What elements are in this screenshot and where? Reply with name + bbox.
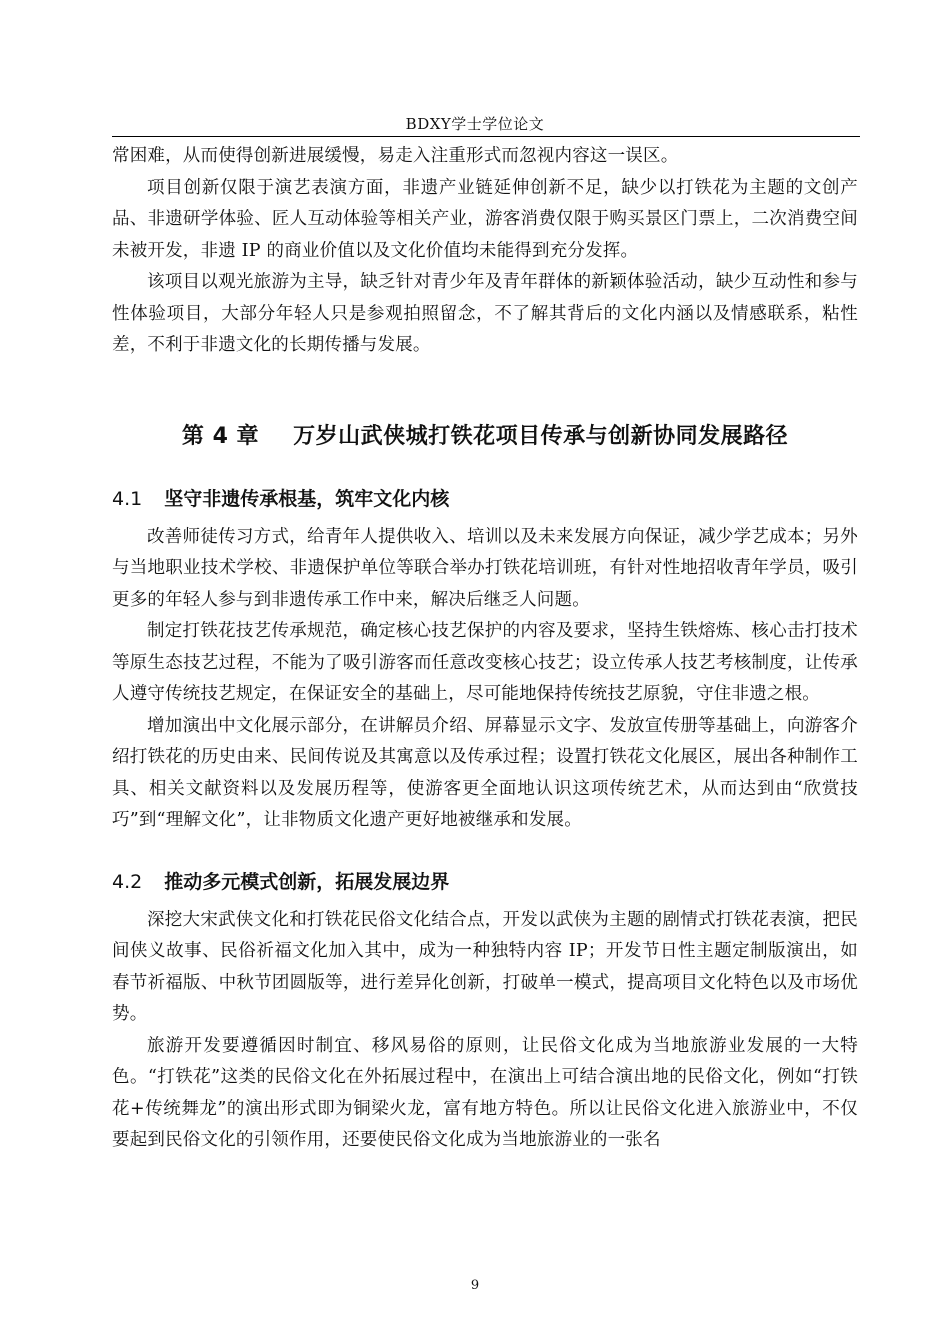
page-body (112, 141, 858, 1157)
paragraph-continued: 常困难，从而使得创新进展缓慢，易走入注重形式而忽视内容这一误区。 (112, 146, 679, 166)
chapter-title: 万岁山武侠城打铁花项目传承与创新协同发展路径 (293, 423, 789, 449)
chapter-number: 第 4 章 (181, 423, 260, 449)
paragraph: 制定打铁花技艺传承规范，确定核心技艺保护的内容及要求，坚持生铁熔炼、核心击打技术等原生态技艺过程，不能为了吸引游客而任意改变核心技艺；设立传承人技艺考核制度，让传承人遵守传统技艺规定，在保证安全的基础上，尽可能地保持传统技艺原貌，守住非遗之根。 (112, 621, 858, 704)
paragraph: 该项目以观光旅游为主导，缺乏针对青少年及青年群体的新颖体验活动，缺少互动性和参与性体验项目，大部分年轻人只是参观拍照留念，不了解其背后的文化内涵以及情感联系，粘性差，不利于非遗文化的长期传播与发展。 (112, 272, 858, 355)
paragraph: 旅游开发要遵循因时制宜、移风易俗的原则，让民俗文化成为当地旅游业发展的一大特色。“打铁花”这类的民俗文化在外拓展过程中，在演出上可结合演出地的民俗文化，例如“打铁花+传统舞龙”的演出形式即为铜梁火龙，富有地方特色。所以让民俗文化进入旅游业中，不仅要起到民俗文化的引领作用，还要使民俗文化成为当地旅游业的一张名 (112, 1035, 858, 1150)
paragraph: 深挖大宋武侠文化和打铁花民俗文化结合点，开发以武侠为主题的剧情式打铁花表演，把民间侠义故事、民俗祈福文化加入其中，成为一种独特内容 IP；开发节日性主题定制版演出，如春节祈福版、中秋节团圆版等，进行差异化创新，打破单一模式，提高项目文化特色以及市场优势。 (112, 909, 858, 1024)
page-number: 9 (470, 1278, 480, 1293)
section-number: 4.2 (112, 870, 143, 893)
chapter-heading (112, 420, 858, 454)
section-number: 4.1 (112, 487, 143, 510)
section-heading-4-1 (112, 484, 858, 514)
paragraph: 增加演出中文化展示部分，在讲解员介绍、屏幕显示文字、发放宣传册等基础上，向游客介绍打铁花的历史由来、民间传说及其寓意以及传承过程；设置打铁花文化展区，展出各种制作工具、相关文献资料以及发展历程等，使游客更全面地认识这项传统艺术，从而达到由“欣赏技巧”到“理解文化”，让非物质文化遗产更好地被继承和发展。 (112, 715, 858, 830)
paragraph: 改善师徒传习方式，给青年人提供收入、培训以及未来发展方向保证，减少学艺成本；另外与当地职业技术学校、非遗保护单位等联合举办打铁花培训班，有针对性地招收青年学员，吸引更多的年轻人参与到非遗传承工作中来，解决后继乏人问题。 (112, 526, 858, 610)
section-title: 推动多元模式创新，拓展发展边界 (164, 870, 450, 893)
section-heading-4-2 (112, 867, 858, 897)
paragraph: 项目创新仅限于演艺表演方面，非遗产业链延伸创新不足，缺少以打铁花为主题的文创产品、非遗研学体验、匠人互动体验等相关产业，游客消费仅限于购买景区门票上，二次消费空间未被开发，非遗 IP 的商业价值以及文化价值均未能得到充分发挥。 (112, 177, 858, 261)
section-title: 坚守非遗传承根基，筑牢文化内核 (164, 487, 450, 510)
header-rule (112, 136, 860, 137)
running-header: BDXY学士学位论文 (405, 115, 545, 133)
